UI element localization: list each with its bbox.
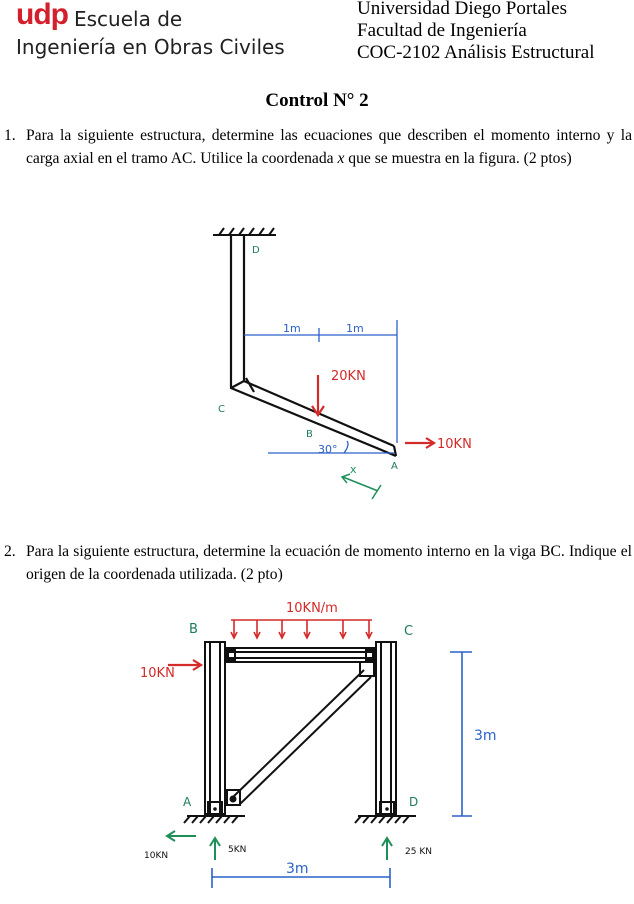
document-header <box>357 0 594 64</box>
question-2 <box>0 540 634 586</box>
question-number: 2. <box>4 543 16 560</box>
distributed-load <box>231 620 372 638</box>
node-label-a: A <box>391 461 398 472</box>
header-course: COC-2102 Análisis Estructural <box>357 42 595 63</box>
figure-1-frame <box>0 215 634 505</box>
logo-brand: udp <box>16 0 68 31</box>
dim-label-left: 1m <box>283 322 301 335</box>
support-a-pin <box>213 807 217 811</box>
reaction-d-vertical <box>382 838 392 860</box>
reaction-d-v-label: 25 KN <box>405 847 432 857</box>
node-label-a: A <box>183 795 192 809</box>
question-text-part: Para la siguiente estructura, determine las ecuaciones que describen el momento interno y la carga axial en el tramo AC. Utilice la coordenada <box>26 127 632 167</box>
load-arrow-vertical <box>312 375 324 415</box>
page-title: Control N° 2 <box>265 90 369 111</box>
fixed-support-top <box>213 228 276 235</box>
coordinate-label: x <box>350 463 357 476</box>
figure-2-frame <box>0 590 634 900</box>
question-text-part: que se muestra en la figura. (2 ptos) <box>344 150 572 167</box>
reaction-a-v-label: 5KN <box>228 845 247 855</box>
node-label-c: C <box>404 624 414 639</box>
angle-arc <box>344 441 348 453</box>
load-arrow-horizontal <box>405 438 434 448</box>
support-d <box>355 802 416 823</box>
question-1 <box>0 124 634 194</box>
header-faculty: Facultad de Ingeniería <box>357 20 527 41</box>
column-left <box>205 642 225 814</box>
question-text <box>26 124 632 170</box>
load-label-horizontal: 10KN <box>437 437 472 452</box>
dimension-lines <box>244 320 397 453</box>
beam-bc <box>226 648 375 662</box>
logo-line-2: Ingeniería en Obras Civiles <box>16 35 285 59</box>
diagonal-brace <box>227 662 374 805</box>
reaction-a-h-label: 10KN <box>144 851 169 861</box>
height-dimension <box>450 652 472 816</box>
load-label-horizontal: 10KN <box>140 666 175 681</box>
node-label-c: C <box>218 404 225 415</box>
brace-pin <box>230 796 237 803</box>
coordinate-arrow <box>342 474 381 499</box>
height-label: 3m <box>474 728 497 744</box>
coordinate-variable: x <box>337 150 345 167</box>
node-label-d: D <box>252 245 260 256</box>
node-label-b: B <box>306 429 313 440</box>
udp-logo <box>16 0 285 62</box>
dim-label-right: 1m <box>346 322 364 335</box>
question-text: Para la siguiente estructura, determine la ecuación de momento interno en la viga BC. Indique el origen de la coordenada utilizada. (2 pto) <box>26 543 632 583</box>
support-d-pin <box>385 807 389 811</box>
load-label-vertical: 20KN <box>331 369 366 384</box>
header-university: Universidad Diego Portales <box>357 0 568 19</box>
frame-member <box>231 235 396 456</box>
node-label-d: D <box>409 795 419 809</box>
angle-label: 30° <box>318 443 338 456</box>
span-label: 3m <box>286 861 309 877</box>
logo-line-1: Escuela de <box>74 7 183 31</box>
reaction-a-horizontal <box>167 831 196 841</box>
reaction-a-vertical <box>210 838 220 860</box>
dist-load-label: 10KN/m <box>286 601 338 616</box>
node-label-b: B <box>189 622 198 637</box>
column-right <box>376 642 396 814</box>
question-number: 1. <box>4 127 16 144</box>
